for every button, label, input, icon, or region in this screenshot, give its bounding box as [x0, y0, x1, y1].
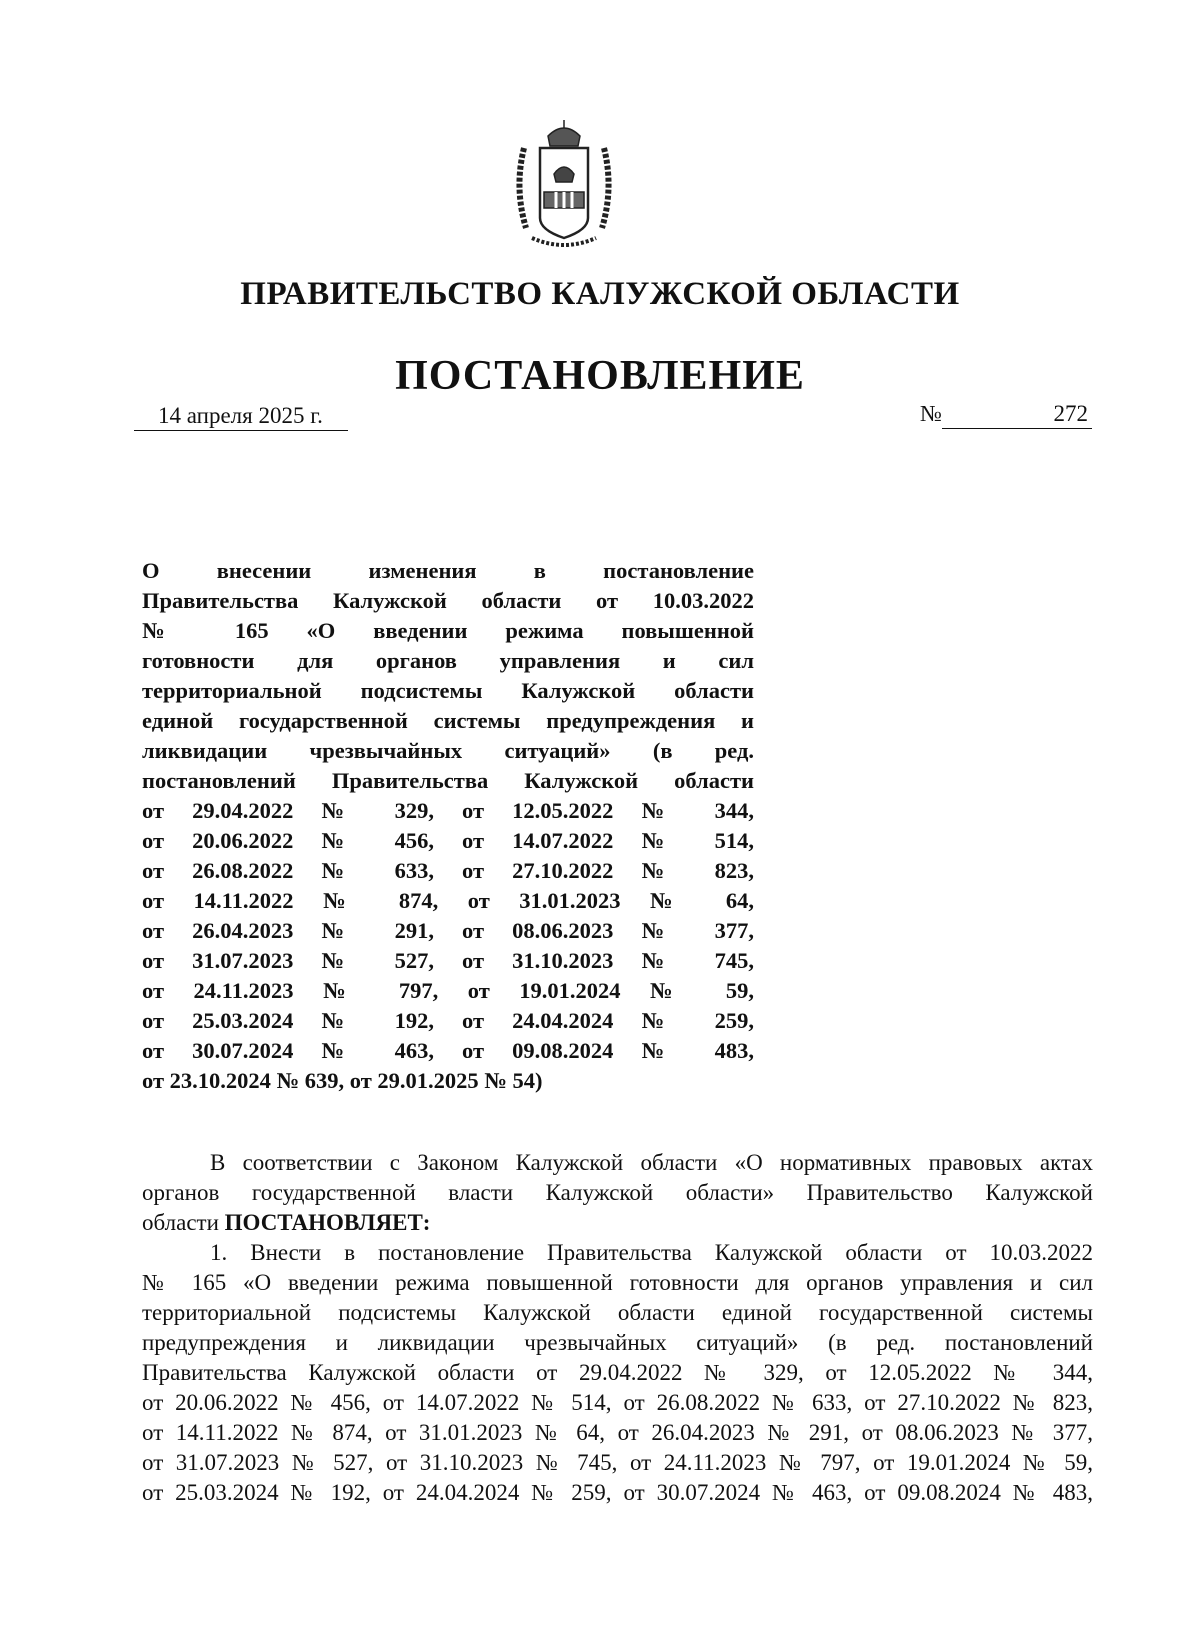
- title-line: от 26.08.2022 № 633, от 27.10.2022 № 823,: [142, 858, 754, 883]
- title-line: ликвидации чрезвычайных ситуаций» (в ред.: [142, 738, 754, 763]
- title-line: О внесении изменения в постановление: [142, 558, 754, 583]
- item-line: предупреждения и ликвидации чрезвычайных ситуаций» (в ред. постановлений: [142, 1330, 1093, 1355]
- title-line: от 30.07.2024 № 463, от 09.08.2024 № 483,: [142, 1038, 754, 1063]
- title-line: готовности для органов управления и сил: [142, 648, 754, 673]
- title-line: Правительства Калужской области от 10.03.2022: [142, 588, 754, 613]
- resolves-keyword: ПОСТАНОВЛЯЕТ:: [224, 1210, 431, 1235]
- preamble-last: области: [142, 1210, 219, 1235]
- item-line: от 31.07.2023 № 527, от 31.10.2023 № 745, от 24.11.2023 № 797, от 19.01.2024 № 59,: [142, 1450, 1093, 1475]
- organization-name: ПРАВИТЕЛЬСТВО КАЛУЖСКОЙ ОБЛАСТИ: [240, 276, 960, 312]
- document-type: ПОСТАНОВЛЕНИЕ: [395, 353, 805, 399]
- title-line: постановлений Правительства Калужской области: [142, 768, 754, 793]
- preamble-line: [142, 1208, 1093, 1238]
- title-line: № 165 «О введении режима повышенной: [142, 618, 754, 643]
- title-line: от 26.04.2023 № 291, от 08.06.2023 № 377,: [142, 918, 754, 943]
- item-line: 1. Внести в постановление Правительства Калужской области от 10.03.2022: [210, 1240, 1093, 1265]
- document-number: [920, 400, 1092, 429]
- item-line: территориальной подсистемы Калужской области единой государственной системы: [142, 1300, 1093, 1325]
- number-label: №: [920, 401, 942, 426]
- title-line: от 25.03.2024 № 192, от 24.04.2024 № 259,: [142, 1008, 754, 1033]
- coat-of-arms-icon: [512, 118, 616, 250]
- title-line: от 24.11.2023 № 797, от 19.01.2024 № 59,: [142, 978, 754, 1003]
- number-value: 272: [942, 400, 1092, 429]
- item-line: Правительства Калужской области от 29.04.2022 № 329, от 12.05.2022 № 344,: [142, 1360, 1093, 1385]
- title-line: от 29.04.2022 № 329, от 12.05.2022 № 344,: [142, 798, 754, 823]
- title-line: единой государственной системы предупреждения и: [142, 708, 754, 733]
- document-title: [142, 556, 754, 1096]
- item-line: от 14.11.2022 № 874, от 31.01.2023 № 64, от 26.04.2023 № 291, от 08.06.2023 № 377,: [142, 1420, 1093, 1445]
- item-line: № 165 «О введении режима повышенной готовности для органов управления и сил: [142, 1270, 1093, 1295]
- item-line: от 20.06.2022 № 456, от 14.07.2022 № 514, от 26.08.2022 № 633, от 27.10.2022 № 823,: [142, 1390, 1093, 1415]
- document-date: 14 апреля 2025 г.: [134, 402, 348, 431]
- preamble-line: органов государственной власти Калужской области» Правительство Калужской: [142, 1180, 1093, 1205]
- title-line: территориальной подсистемы Калужской области: [142, 678, 754, 703]
- title-line: от 31.07.2023 № 527, от 31.10.2023 № 745,: [142, 948, 754, 973]
- document-body: [142, 1148, 1093, 1508]
- title-line: от 20.06.2022 № 456, от 14.07.2022 № 514,: [142, 828, 754, 853]
- item-line: от 25.03.2024 № 192, от 24.04.2024 № 259, от 30.07.2024 № 463, от 09.08.2024 № 483,: [142, 1480, 1093, 1505]
- title-line: от 23.10.2024 № 639, от 29.01.2025 № 54): [142, 1068, 543, 1093]
- preamble-line: В соответствии с Законом Калужской области «О нормативных правовых актах: [210, 1150, 1093, 1175]
- title-line: от 14.11.2022 № 874, от 31.01.2023 № 64,: [142, 888, 754, 913]
